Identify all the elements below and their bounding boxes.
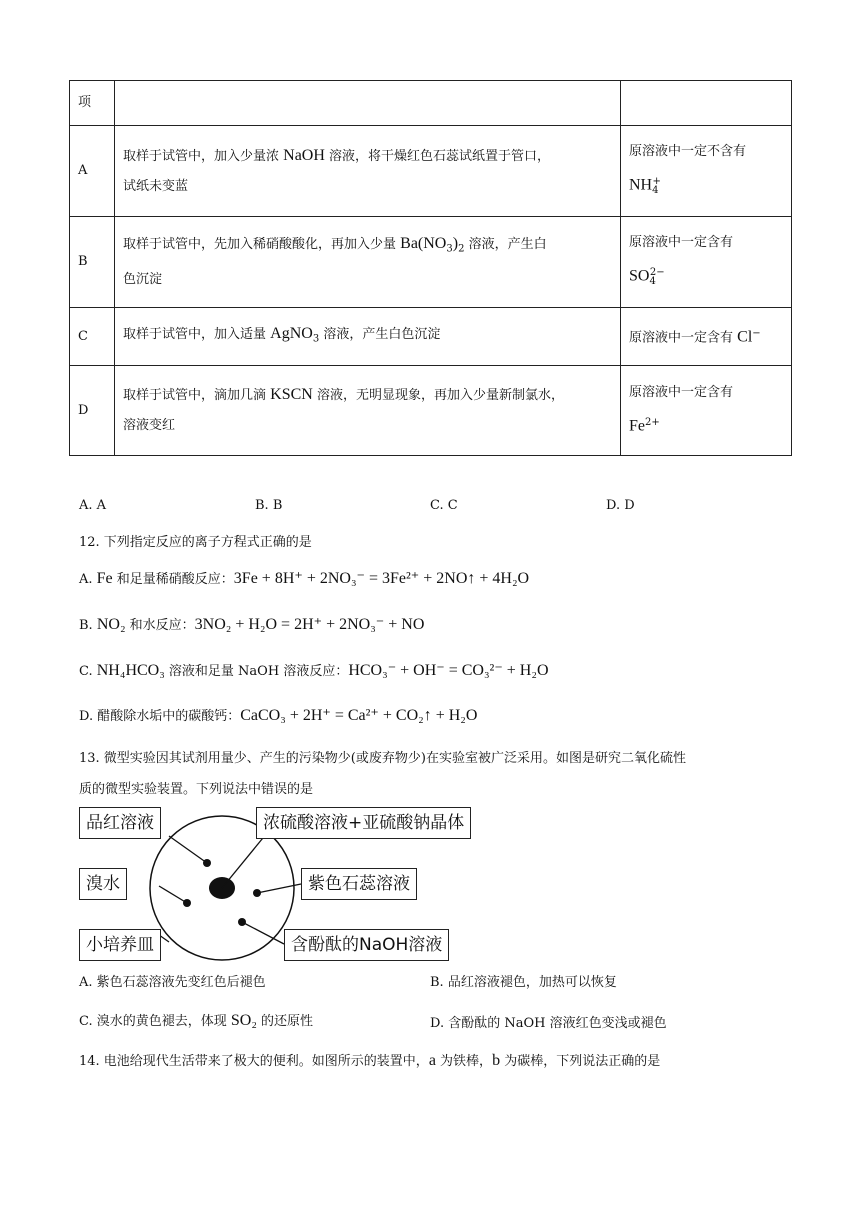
q12-option-c[interactable]: C. NH₄HCO₃ 溶液和足量 NaOH 溶液反应：HCO₃⁻ + OH⁻ = CO₃²⁻ + H₂O <box>79 662 549 679</box>
row-label: D <box>70 366 115 456</box>
header-cell <box>621 81 792 126</box>
row-result: 原溶液中一定含有 Cl− <box>621 308 792 366</box>
q11-option-d[interactable]: D. D <box>606 498 635 513</box>
row-label: A <box>70 126 115 217</box>
table-header-row <box>70 81 792 126</box>
row-result: 原溶液中一定含有 $SO_4^{2-}$ <box>621 217 792 308</box>
label-dish: 小培养皿 <box>79 929 161 961</box>
label-naoh: 含酚酞的NaOH溶液 <box>284 929 449 961</box>
row-operation: 取样于试管中，先加入稀硝酸酸化，再加入少量 $Ba(NO_3)_2$ 溶液，产生白 色沉淀 <box>115 217 621 308</box>
header-cell: 项 <box>70 81 115 126</box>
q11-option-c[interactable]: C. C <box>430 498 458 513</box>
row-result: 原溶液中一定不含有 $NH_4^+$ <box>621 126 792 217</box>
q13-option-a[interactable]: A. 紫色石蕊溶液先变红色后褪色 <box>79 975 266 990</box>
table-row <box>70 366 792 456</box>
q11-option-a[interactable]: A. A <box>79 498 107 513</box>
row-label: C <box>70 308 115 366</box>
q13-option-c[interactable]: C. 溴水的黄色褪去，体现 SO₂ 的还原性 <box>79 1012 314 1029</box>
q12-option-b[interactable]: B. NO₂ 和水反应：3NO₂ + H₂O = 2H⁺ + 2NO₃⁻ + NO <box>79 616 425 633</box>
q13-option-b[interactable]: B. 品红溶液褪色，加热可以恢复 <box>430 975 617 990</box>
row-operation: 取样于试管中，加入适量 AgNO$_3$ 溶液，产生白色沉淀 <box>115 308 621 366</box>
q13-option-d[interactable]: D. 含酚酞的 NaOH 溶液红色变浅或褪色 <box>430 1016 667 1031</box>
label-xiushui: 溴水 <box>79 868 127 900</box>
q11-option-b[interactable]: B. B <box>255 498 283 513</box>
q13-stem-line1: 13. 微型实验因其试剂用量少、产生的污染物少(或废弃物少)在实验室被广泛采用。如图是研究二氧化硫性 <box>79 751 686 766</box>
row-label: B <box>70 217 115 308</box>
q13-stem-line2: 质的微型实验装置。下列说法中错误的是 <box>79 782 314 797</box>
q12-option-a[interactable]: A. Fe 和足量稀硝酸反应：3Fe + 8H⁺ + 2NO₃⁻ = 3Fe²⁺ + 2NO↑ + 4H₂O <box>79 570 530 587</box>
q14-stem: 14. 电池给现代生活带来了极大的便利。如图所示的装置中，a 为铁棒，b 为碳棒，下列说法正确的是 <box>79 1052 661 1069</box>
header-cell <box>115 81 621 126</box>
table-row <box>70 126 792 217</box>
label-center-reagent: 浓硫酸溶液+亚硫酸钠晶体 <box>256 807 471 839</box>
label-shirui: 紫色石蕊溶液 <box>301 868 417 900</box>
row-result: 原溶液中一定含有 $Fe^{2+}$ <box>621 366 792 456</box>
table-row <box>70 217 792 308</box>
row-operation: 取样于试管中，滴加几滴 KSCN 溶液，无明显现象，再加入少量新制氯水， 溶液变红 <box>115 366 621 456</box>
q12-stem: 12. 下列指定反应的离子方程式正确的是 <box>79 535 312 550</box>
experiment-table <box>69 80 792 456</box>
row-operation: 取样于试管中，加入少量浓 NaOH 溶液，将干燥红色石蕊试纸置于管口， 试纸未变蓝 <box>115 126 621 217</box>
q12-option-d[interactable]: D. 醋酸除水垢中的碳酸钙：CaCO₃ + 2H⁺ = Ca²⁺ + CO₂↑ + H₂O <box>79 707 478 724</box>
label-pinhong: 品红溶液 <box>79 807 161 839</box>
table-row <box>70 308 792 366</box>
